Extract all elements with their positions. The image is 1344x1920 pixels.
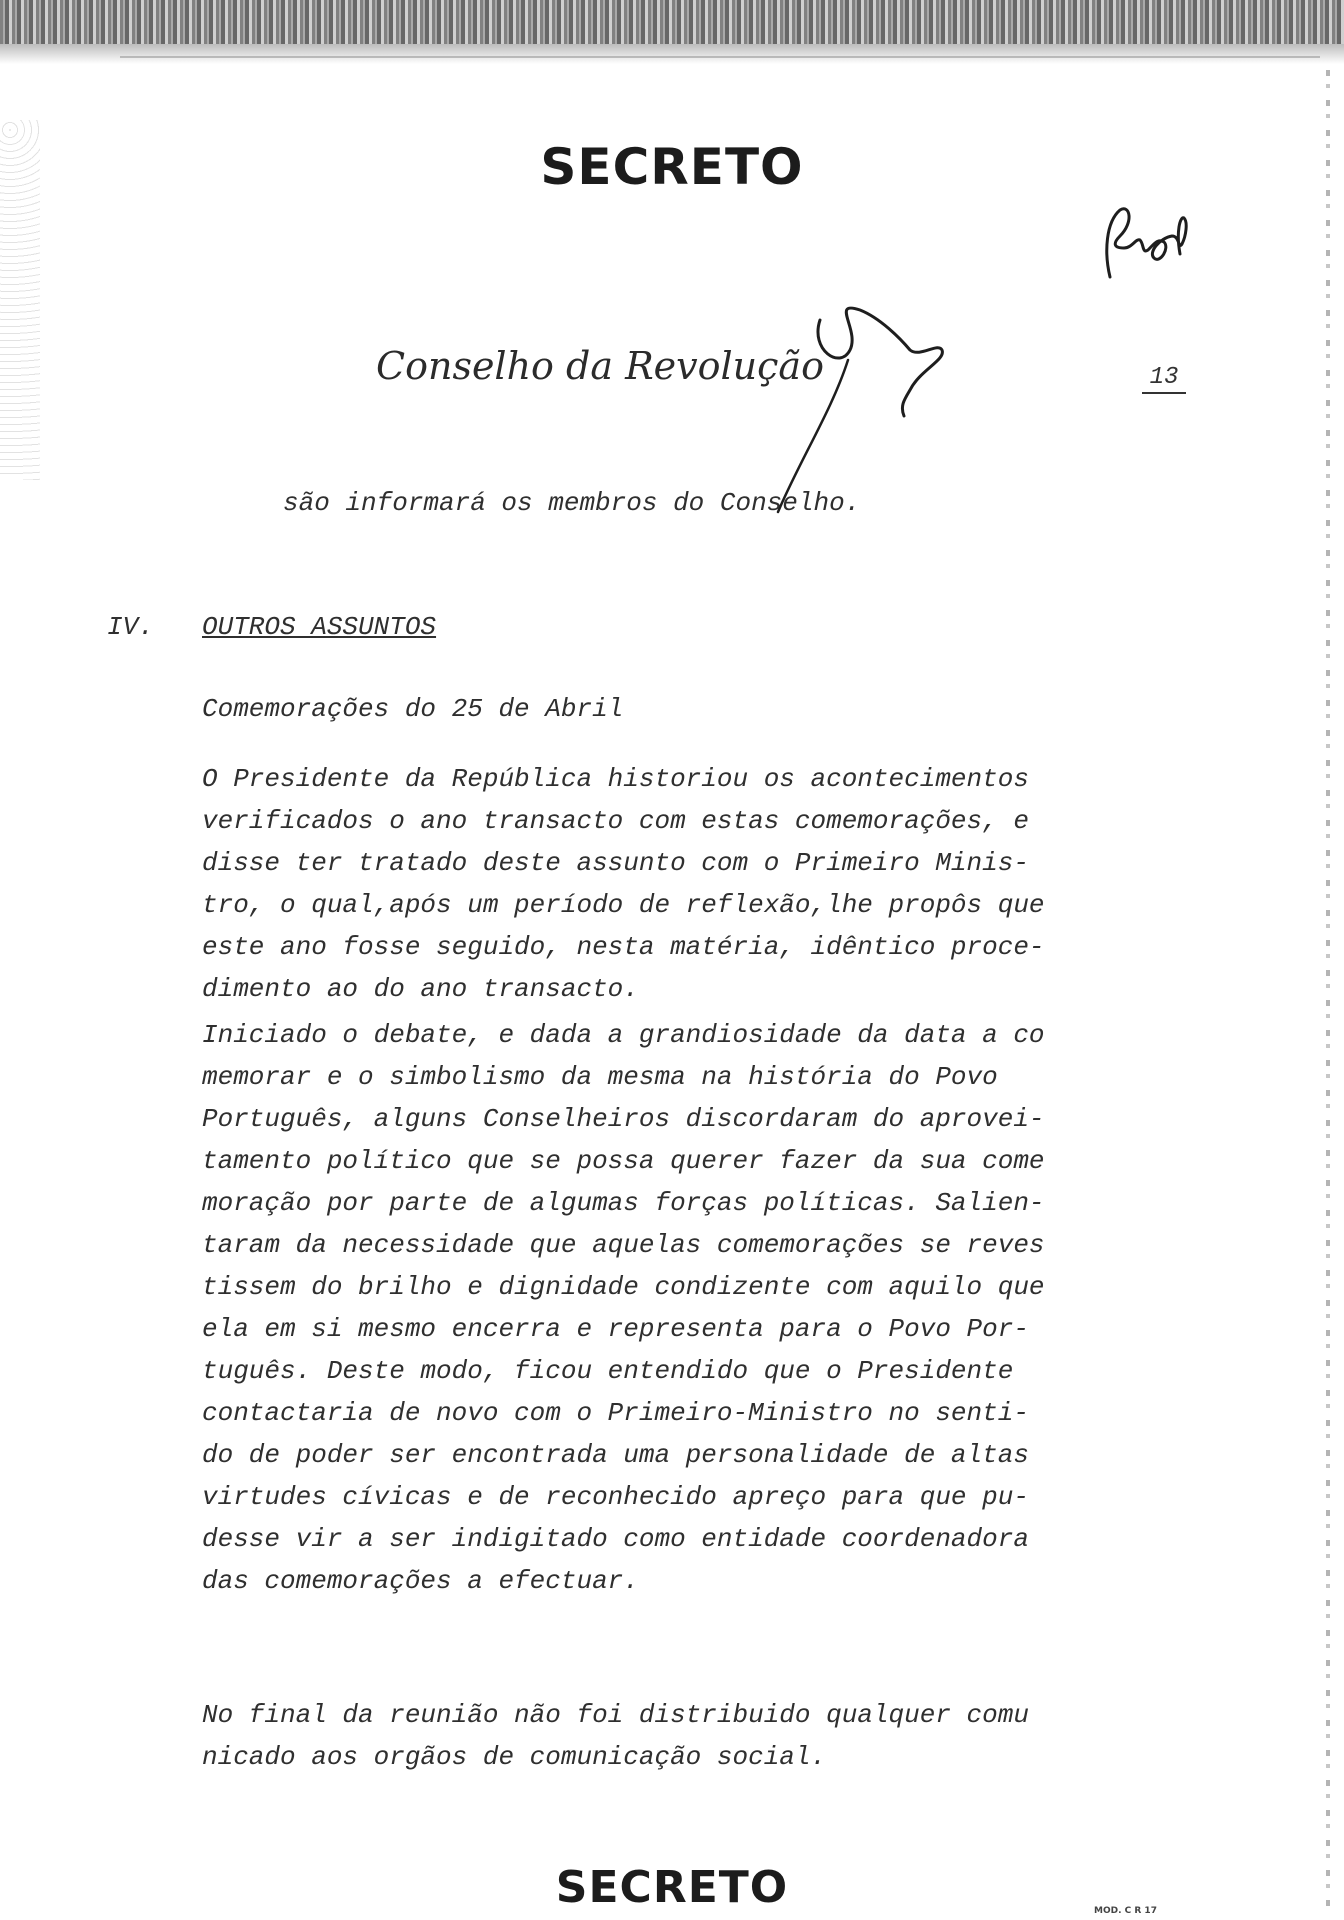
paragraph-line: virtudes cívicas e de reconhecido apreço para que pu- [202,1482,1029,1512]
paragraph-line: tamento político que se possa querer fazer da sua come [202,1146,1045,1176]
paragraph-line: dimento ao do ano transacto. [202,974,639,1004]
intro-line: são informará os membros do Conselho. [283,488,861,518]
paragraph-line: do de poder ser encontrada uma personalidade de altas [202,1440,1029,1470]
paragraph-line: tro, o qual,após um período de reflexão,lhe propôs que [202,890,1045,920]
scan-artifact-right-edge [1326,70,1330,1910]
paragraph-line: O Presidente da República historiou os acontecimentos [202,764,1029,794]
paragraph-debate [202,1014,1102,1602]
paragraph-line: tuguês. Deste modo, ficou entendido que o Presidente [202,1356,1014,1386]
paragraph-closing [202,1694,1102,1778]
paragraph-line: tissem do brilho e dignidade condizente com aquilo que [202,1272,1045,1302]
classification-stamp-top: SECRETO [540,138,804,196]
subsection-heading: Comemorações do 25 de Abril [202,694,624,724]
paragraph-line: ela em si mesmo encerra e representa para o Povo Por- [202,1314,1029,1344]
paragraph-line: desse vir a ser indigitado como entidade coordenadora [202,1524,1029,1554]
paragraph-line: memorar e o simbolismo da mesma na história do Povo [202,1062,998,1092]
scan-artifact-rule [120,56,1320,58]
scan-artifact-top [0,0,1344,44]
paragraph-line: Português, alguns Conselheiros discordaram do aprovei- [202,1104,1045,1134]
paragraph-line: Iniciado o debate, e dada a grandiosidade da data a co [202,1020,1045,1050]
form-code: MOD. C R 17 [1094,1906,1157,1916]
handwritten-initials [1090,192,1200,292]
paragraph-line: nicado aos orgãos de comunicação social. [202,1742,827,1772]
paragraph-line: taram da necessidade que aquelas comemorações se reves [202,1230,1045,1260]
letterhead-council-name: Conselho da Revolução [376,344,824,388]
section-number: IV. [107,612,154,642]
paragraph-line: este ano fosse seguido, nesta matéria, idêntico proce- [202,932,1045,962]
handwritten-signature [770,290,970,520]
classification-stamp-bottom: SECRETO [555,1862,789,1913]
paragraph-line: contactaria de novo com o Primeiro-Ministro no senti- [202,1398,1029,1428]
scan-artifact-fade [0,44,1344,64]
paragraph-line: disse ter tratado deste assunto com o Primeiro Minis- [202,848,1029,878]
page-number: 13 [1142,364,1186,394]
paragraph-line: moração por parte de algumas forças políticas. Salien- [202,1188,1045,1218]
section-title: OUTROS ASSUNTOS [202,612,437,642]
paragraph-line: verificados o ano transacto com estas comemorações, e [202,806,1029,836]
paragraph-president-report [202,758,1102,1010]
paragraph-line: No final da reunião não foi distribuido qualquer comu [202,1700,1029,1730]
paragraph-line: das comemorações a efectuar. [202,1566,639,1596]
